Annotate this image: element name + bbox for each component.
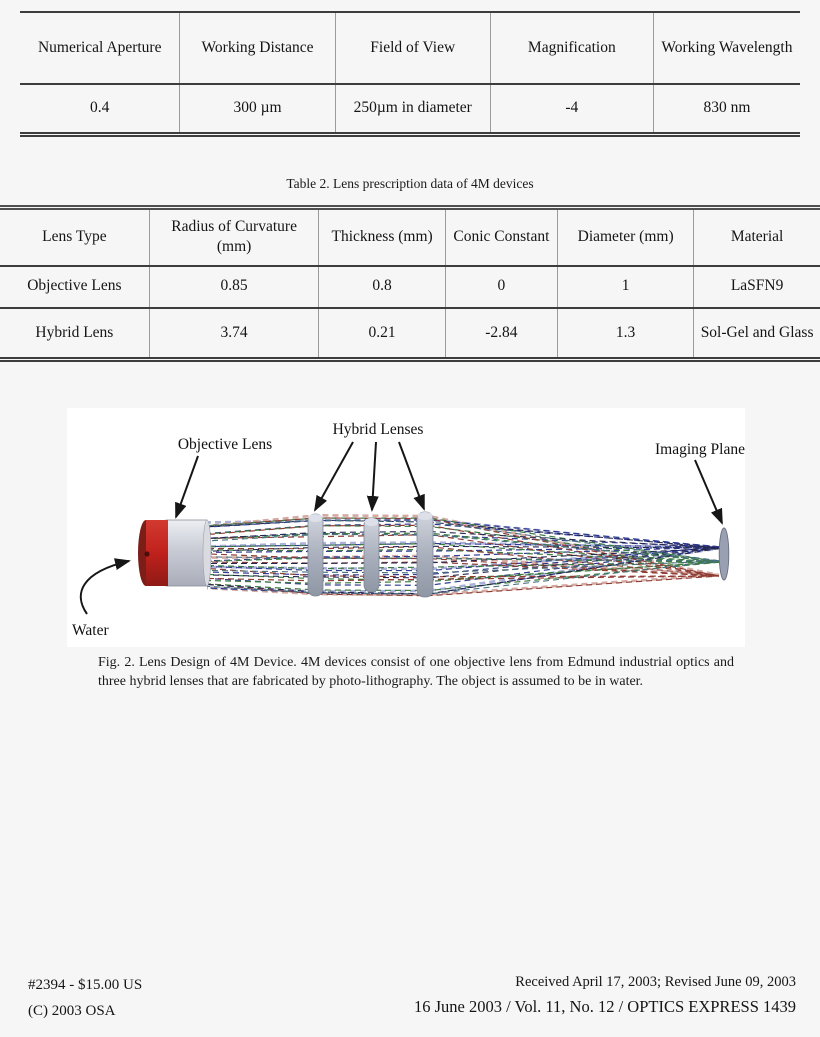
device-spec-table: [20, 11, 800, 137]
table-row: [20, 84, 800, 134]
t1-cell: 300 µm: [180, 84, 335, 134]
hybrid-lens-arrow-1: [315, 442, 353, 510]
t2-cell: Objective Lens: [0, 266, 149, 308]
imaging-plane-arrow: [695, 460, 722, 523]
ray-trace-diagram: [67, 408, 745, 647]
t2-cell: Hybrid Lens: [0, 308, 149, 360]
submission-id: #2394 - $15.00 US: [28, 977, 143, 993]
t2-cell: 1.3: [558, 308, 694, 360]
imaging-plane-label: Imaging Plane: [655, 441, 745, 458]
hybrid-lens-arrow-3: [399, 442, 424, 509]
t2-cell: LaSFN9: [730, 277, 784, 295]
t2-cell: 1: [558, 266, 694, 308]
t2-cell: 3.74: [149, 308, 319, 360]
t2-header-cell: Radius of Curvature (mm): [149, 208, 319, 266]
t2-cell: 0.85: [149, 266, 319, 308]
received-revised-dates: Received April 17, 2003; Revised June 09, 2003: [515, 974, 796, 990]
t1-header-cell: Working Wavelength: [661, 38, 793, 56]
table2-caption: Table 2. Lens prescription data of 4M devices: [286, 176, 534, 191]
objective-lens-housing: [138, 520, 211, 586]
table-row-hybrid-lens: [0, 308, 820, 360]
water-arrow: [81, 561, 129, 614]
t2-cell: 0: [445, 266, 557, 308]
footer-right: [414, 971, 796, 1020]
imaging-plane-element: [719, 528, 729, 580]
t2-header-cell: Thickness (mm): [319, 208, 445, 266]
table-header-row: [20, 12, 800, 84]
t2-cell: Sol-Gel and Glass: [700, 323, 814, 341]
water-label: Water: [72, 622, 109, 639]
t2-cell: 0.8: [319, 266, 445, 308]
t2-cell: 0.21: [319, 308, 445, 360]
t1-cell: 0.4: [20, 84, 180, 134]
hybrid-lens-2: [364, 518, 379, 592]
t2-cell: -2.84: [445, 308, 557, 360]
hybrid-lens-1: [308, 514, 323, 596]
lens-design-figure: [67, 408, 745, 647]
t2-header-cell: Conic Constant: [445, 208, 557, 266]
objective-lens-label: Objective Lens: [177, 436, 273, 453]
objective-front-dot: [144, 551, 149, 556]
table-row-objective-lens: [0, 266, 820, 308]
hybrid-lenses-label: Hybrid Lenses: [332, 421, 424, 438]
t2-header-cell: Material: [730, 228, 784, 246]
footer-left: [28, 972, 142, 1024]
ray-bundle: [207, 515, 722, 595]
lens-prescription-table: [0, 205, 820, 362]
hybrid-lens-arrow-2: [372, 442, 376, 510]
t1-cell: -4: [490, 84, 653, 134]
table-header-row: [0, 208, 820, 266]
hybrid-lens-3: [417, 512, 433, 597]
t1-cell: 830 nm: [703, 99, 751, 117]
figure-caption: Fig. 2. Lens Design of 4M Device. 4M devices consist of one objective lens from Edmund industrial optics and three hybrid lenses that are fabricated by photo-lithography. The object is assumed to be in water.: [98, 655, 734, 689]
t1-cell: 250µm in diameter: [335, 84, 490, 134]
t2-header-cell: Lens Type: [0, 208, 149, 266]
t1-header-cell: Magnification: [490, 12, 653, 84]
copyright: (C) 2003 OSA: [28, 1003, 116, 1019]
t1-header-cell: Field of View: [335, 12, 490, 84]
t1-header-cell: Numerical Aperture: [20, 12, 180, 84]
journal-citation: 16 June 2003 / Vol. 11, No. 12 / OPTICS EXPRESS 1439: [414, 997, 796, 1016]
objective-lens-arrow: [176, 456, 198, 517]
t1-header-cell: Working Distance: [180, 12, 335, 84]
t2-header-cell: Diameter (mm): [558, 208, 694, 266]
